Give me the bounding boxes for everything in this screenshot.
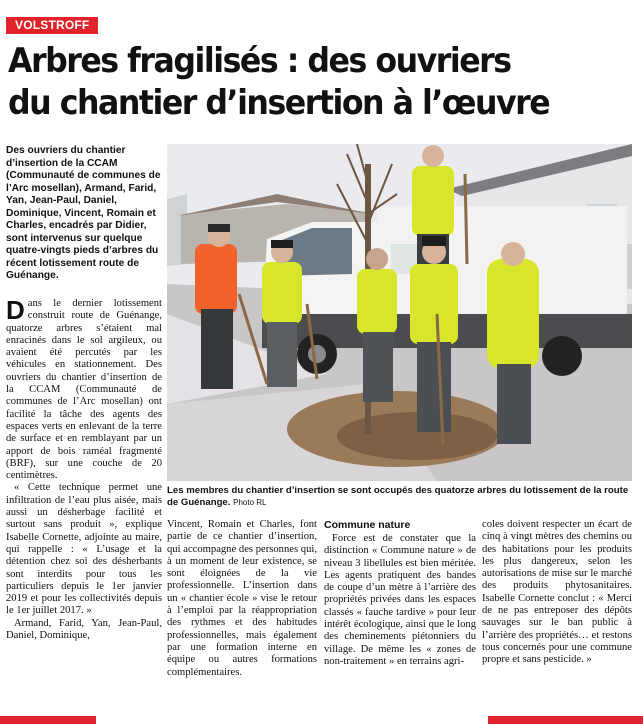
headline-line-1: Arbres fragilisés : des ouvriers [8,41,511,81]
drop-cap: D [6,295,25,325]
column-1-paragraph-3: Armand, Farid, Yan, Jean-Paul, Daniel, Dominique, [6,617,162,642]
column-3-paragraph-1: Force est de constater que la distinction « Commune nature » de niveau 3 libellules est bien méritée. Les agents pratiquent des bandes de coupe d’un mètre à l’arrière des propriétés privées dans les espaces classés « fauche tardive » pour leur intérêt écologique, ainsi que le long des cheminements piétonniers du village. De même les « zones de non-traitement » en terrains agri- [324,533,476,667]
section-tag: VOLSTROFF [6,17,98,34]
subhead-commune-nature: Commune nature [324,519,411,531]
next-article-tag-edge [0,716,96,724]
article-column-4 [482,519,632,667]
article-column-1 [6,295,162,642]
photo-illustration [167,144,632,481]
article-column-2 [167,519,317,679]
next-article-rule-edge [488,716,643,724]
photo-credit: Photo RL [233,498,267,507]
article-column-3 [324,519,476,668]
column-1-paragraph-2: « Cette technique permet une infiltration de l’eau plus aisée, mais aussi un désherbage facilité et surtout sans produit », explique Isabelle Cornette, adjointe au maire, qui rappelle : « L’usage et la détention chez soi des désherbants sont interdits pour tous les particuliers depuis le 1er janvier 2019 et pour les collectivités depuis le 1er juillet 2017. » [6,482,162,617]
photo-caption [167,485,632,509]
column-1-paragraph-1 [6,295,162,482]
article-photo [167,144,632,481]
column-1-paragraph-1-text: ans le dernier lotissement construit route de Guénange, quatorze arbres s’étaient mal enracinés dans le sol argileux, ou avaient été percutés par les véhicules en stationnement. Des ouvriers du chantier d’insertion de la CCAM (Communauté de communes de l’Arc mosellan) ont facilité la tâche des agents des espaces verts en enlevant de la terre de surface et en remblayant par un apport de bois raméal fragmenté (BRF), sur une couche de 20 centimètres. [6,298,162,482]
lead-paragraph: Des ouvriers du chantier d’insertion de la CCAM (Communauté de communes de l’Arc mosellan), Armand, Farid, Yan, Jean-Paul, Daniel, Dominique, Vincent, Romain et Charles, encadrés par Didier, sont intervenus sur quelque quatre-vingts pieds d’arbres du récent lotissement route de Guénange. [6,145,161,281]
headline [8,40,596,124]
headline-line-2: du chantier d’insertion à l’œuvre [8,83,550,123]
column-4-paragraph-1: coles doivent respecter un écart de cinq à vingt mètres des chemins ou des habitations pour les produits les plus dangereux, selon les autorisations de mise sur le marché des produits phytosanitaires. Isabelle Cornette conclut : « Merci de ne pas entreposer des dépôts sauvages sur le ban public à l’arrière des propriétés… et restons tous concernés pour une commune propre et sans pesticide. » [482,519,632,666]
caption-text: Les membres du chantier d’insertion se sont occupés des quatorze arbres du lotissement de la route de Guénange. [167,485,629,508]
column-2-paragraph-1: Vincent, Romain et Charles, font partie de ce chantier d’insertion, qui accompagne des personnes qui, à un moment de leur existence, se sont éloignées de la vie professionnelle. L’insertion dans un « chantier école » vise le retour à l’emploi par la réappropriation des rythmes et des habitudes professionnelles, mais également par une formation interne en équipe ou autres formations complémentaires. [167,519,317,678]
